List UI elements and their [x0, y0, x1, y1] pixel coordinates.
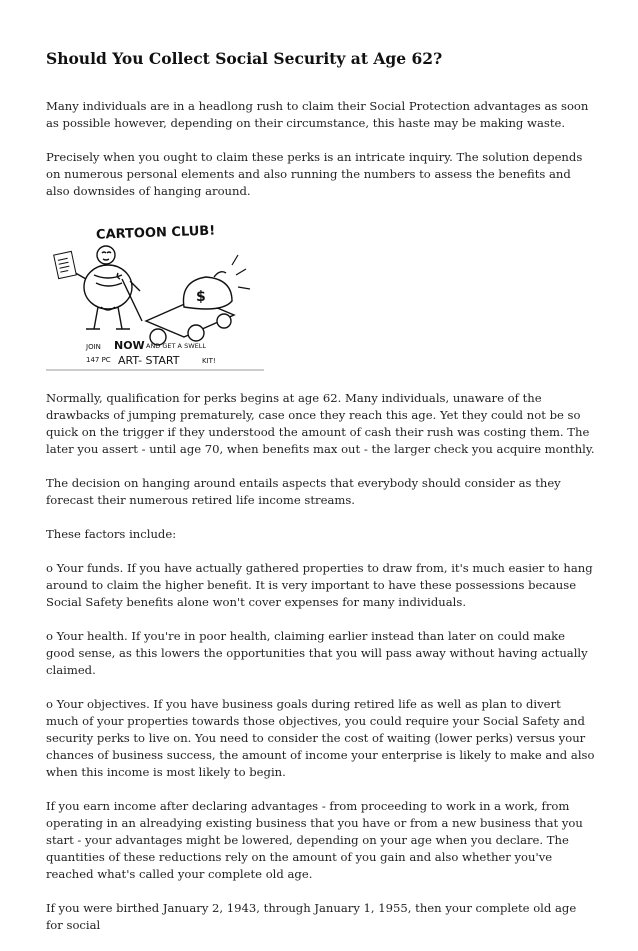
paragraph: The decision on hanging around entails aspects that everybody should consider as they forecast their numerous retired life income streams. [46, 476, 561, 507]
caption-now: NOW [114, 339, 145, 352]
caption-join: JOIN [86, 343, 101, 351]
cartoon-club-image [46, 217, 264, 372]
document-title: Should You Collect Social Security at Age 62? [46, 49, 443, 68]
caption-kit: KIT! [202, 357, 216, 365]
paragraph: Normally, qualification for perks begins at age 62. Many individuals, unaware of the drawbacks of jumping prematurely, case once they reach this age. Yet they could not be so quick on the trigger if they understood the amount of cash their rush was costing them. The later you assert - until age 70, when benefits max out - the larger check you acquire monthly. [46, 391, 595, 456]
paragraph: o Your health. If you're in poor health, claiming earlier instead than later on could make good sense, as this lowers the opportunities that you will pass away without having actually claimed. [46, 629, 588, 677]
cartoon-illustration [46, 217, 264, 372]
paragraph: If you earn income after declaring advantages - from proceeding to work in a work, from operating in an alreadying existing business that you have or from a new business that you start - your advantages might be lowered, depending on your age when you declare. The quantities of these reductions rely on the amount of you gain and also whether you've reached what's called your complete old age. [46, 799, 583, 881]
document-body [46, 98, 596, 951]
paragraph: o Your objectives. If you have business goals during retired life as well as plan to divert much of your properties towards those objectives, you could require your Social Safety and security perks to live on. You need to consider the cost of waiting (lower perks) versus your chances of business success, the amount of income your enterprise is likely to make and also when this income is most likely to begin. [46, 697, 595, 779]
caption-art-start: ART- START [118, 354, 180, 367]
paragraph: These factors include: [46, 527, 177, 541]
paragraph: Precisely when you ought to claim these perks is an intricate inquiry. The solution depends on numerous personal elements and also running the numbers to assess the benefits and also downsides of hanging around. [46, 150, 583, 198]
paragraph: o Your funds. If you have actually gathered properties to draw from, it's much easier to hang around to claim the higher benefit. It is very important to have these possessions because Social Safety benefits alone won't cover expenses for many individuals. [46, 561, 593, 609]
svg-text:$: $ [196, 289, 206, 305]
paragraph: If you were birthed January 2, 1943, through January 1, 1955, then your complete old age for social [46, 901, 577, 932]
caption-pc: 147 PC [86, 356, 111, 364]
caption-get: AND GET A SWELL [146, 342, 206, 350]
cartoon-heading: CARTOON CLUB! [95, 223, 216, 243]
paragraph: Many individuals are in a headlong rush to claim their Social Protection advantages as soon as possible however, depending on their circumstance, this haste may be making waste. [46, 99, 589, 130]
